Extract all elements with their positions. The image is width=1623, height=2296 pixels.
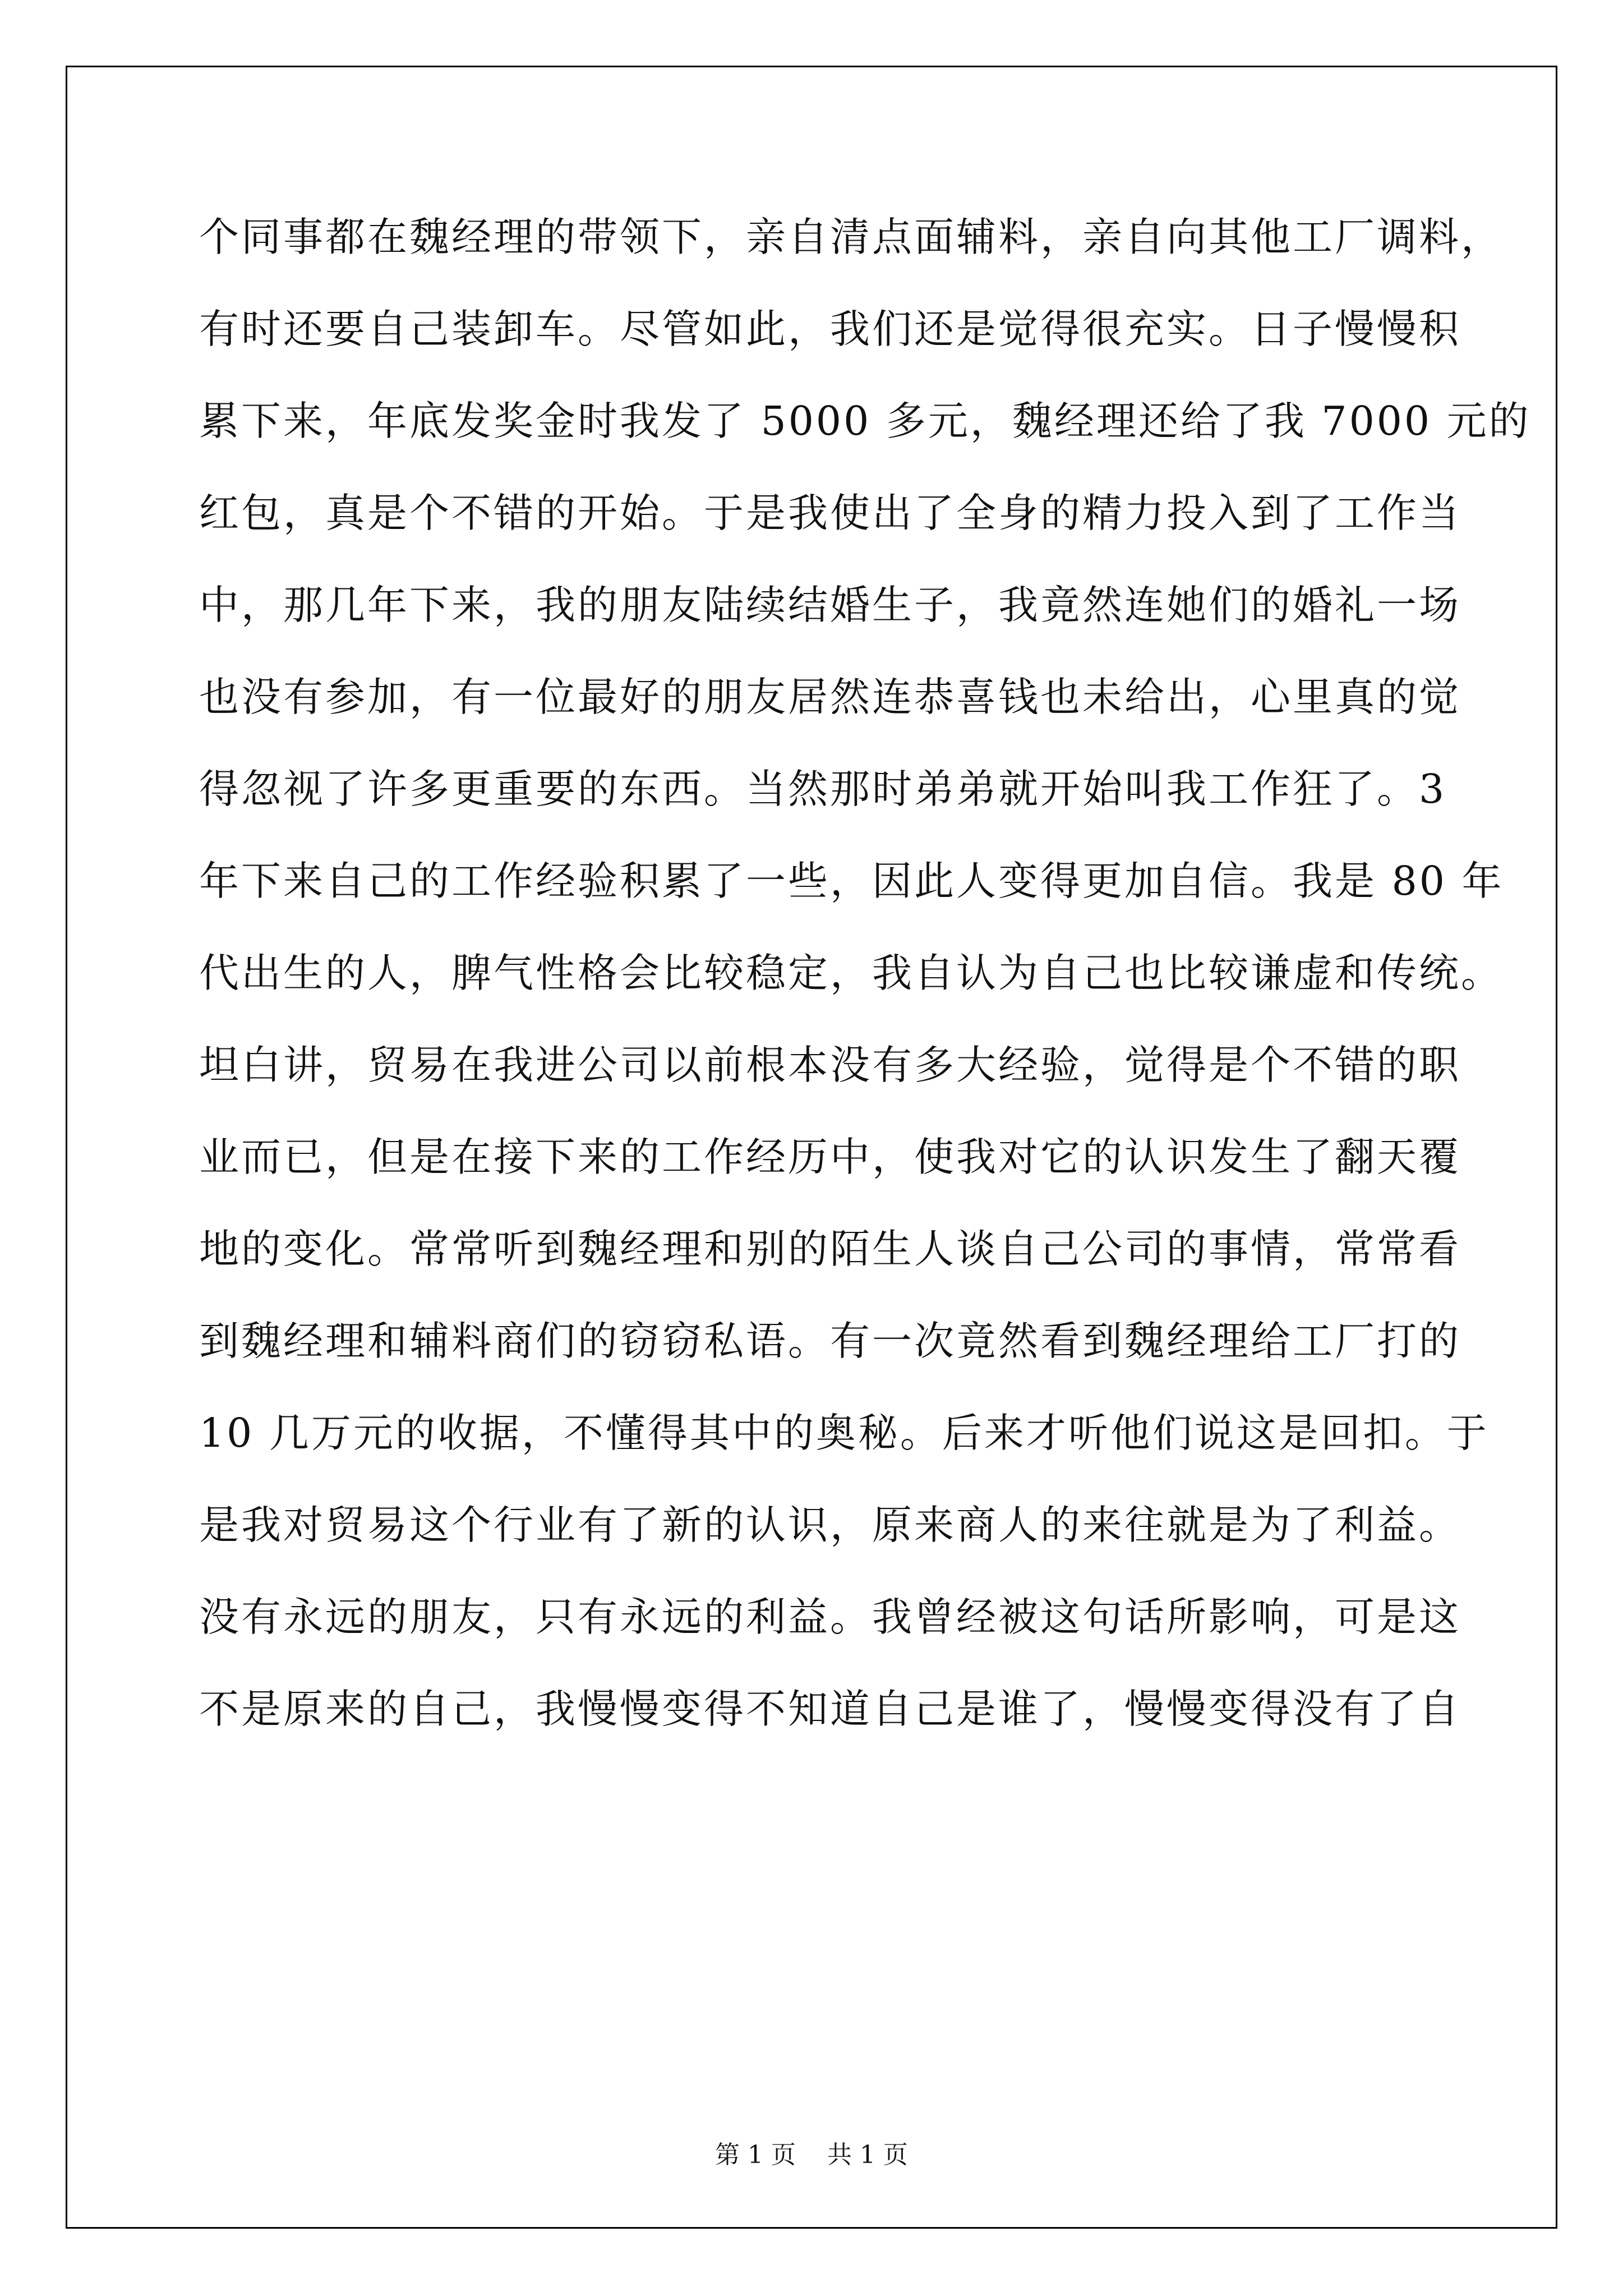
body-line: 得忽视了许多更重要的东西。当然那时弟弟就开始叫我工作狂了。3: [199, 766, 1447, 812]
page-footer: [0, 2138, 1623, 2172]
body-line: 是我对贸易这个行业有了新的认识，原来商人的来往就是为了利益。: [199, 1502, 1461, 1548]
body-line: 业而已，但是在接下来的工作经历中，使我对它的认识发生了翻天覆: [199, 1134, 1461, 1180]
body-line: 年下来自己的工作经验积累了一些，因此人变得更加自信。我是 80 年: [199, 858, 1504, 904]
body-line: 不是原来的自己，我慢慢变得不知道自己是谁了，慢慢变得没有了自: [199, 1686, 1461, 1732]
body-line: 没有永远的朋友，只有永远的利益。我曾经被这句话所影响，可是这: [199, 1594, 1461, 1640]
body-line: 10 几万元的收据，不懂得其中的奥秘。后来才听他们说这是回扣。于: [199, 1410, 1489, 1456]
body-line: 个同事都在魏经理的带领下，亲自清点面辅料，亲自向其他工厂调料，: [199, 214, 1504, 260]
page-total: 共 1 页: [827, 2141, 908, 2169]
body-line: 坦白讲，贸易在我进公司以前根本没有多大经验，觉得是个不错的职: [199, 1042, 1461, 1088]
body-line: 有时还要自己装卸车。尽管如此，我们还是觉得很充实。日子慢慢积: [199, 306, 1461, 352]
body-line: 累下来，年底发奖金时我发了 5000 多元，魏经理还给了我 7000 元的: [199, 398, 1531, 444]
page-number: 第 1 页: [715, 2141, 796, 2169]
body-line: 地的变化。常常听到魏经理和别的陌生人谈自己公司的事情，常常看: [199, 1226, 1461, 1272]
body-line: 中，那几年下来，我的朋友陆续结婚生子，我竟然连她们的婚礼一场: [199, 582, 1461, 628]
body-line: 到魏经理和辅料商们的窃窃私语。有一次竟然看到魏经理给工厂打的: [199, 1318, 1461, 1364]
body-line: 代出生的人，脾气性格会比较稳定，我自认为自己也比较谦虚和传统。: [199, 950, 1504, 996]
body-line: 也没有参加，有一位最好的朋友居然连恭喜钱也未给出，心里真的觉: [199, 674, 1461, 720]
document-body: [199, 209, 1531, 1773]
body-line: 红包，真是个不错的开始。于是我使出了全身的精力投入到了工作当: [199, 490, 1461, 536]
